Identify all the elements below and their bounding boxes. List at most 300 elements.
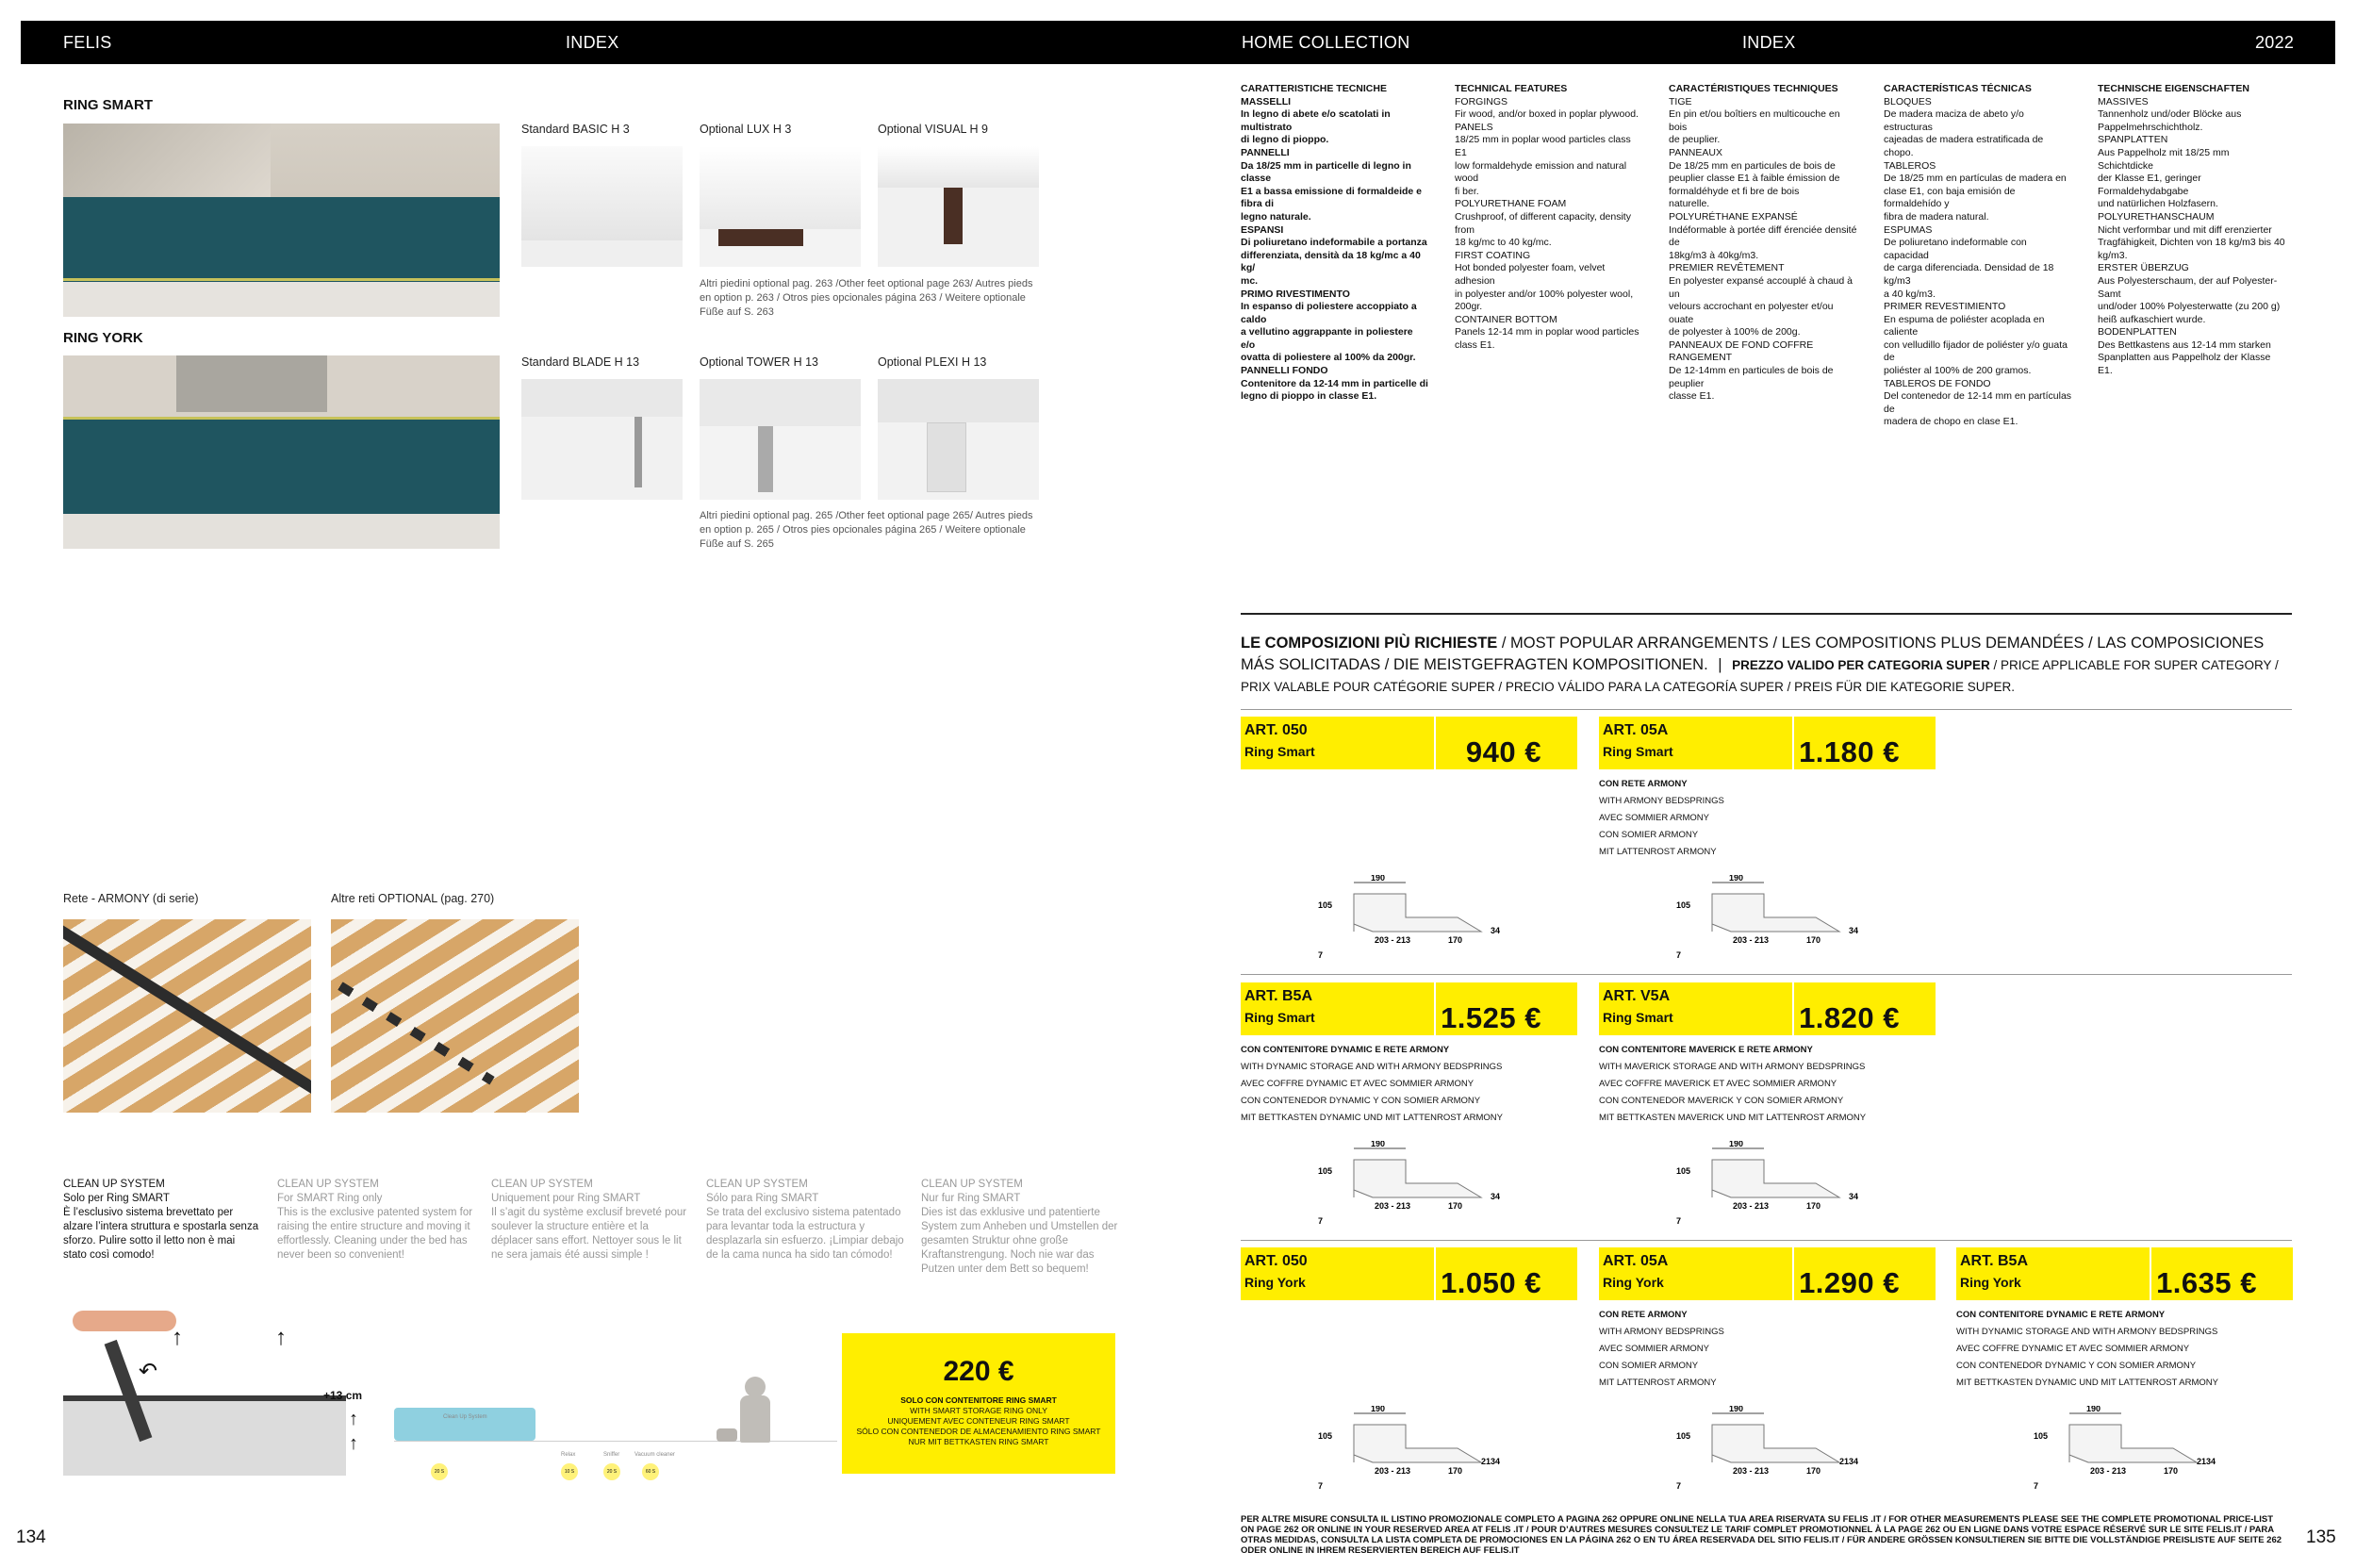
bed-outline	[1712, 1160, 1839, 1197]
lift-height-label: +13 cm	[323, 1389, 363, 1402]
tech-line: fibra de madera natural.	[1884, 210, 1989, 223]
dim-footboard: 34	[1849, 926, 1859, 935]
model-name: Ring Smart	[1603, 744, 1673, 759]
tech-line: CONTAINER BOTTOM	[1455, 313, 1557, 325]
tech-line: Des Bettkastens aus 12-14 mm starken	[2098, 338, 2271, 351]
dim-width: 190	[1371, 875, 1386, 883]
description-line: CON CONTENITORE DYNAMIC E RETE ARMONY	[1956, 1310, 2166, 1320]
arrow-up-icon: ↑	[275, 1325, 287, 1350]
heading-sep: |	[1718, 656, 1722, 673]
bed-illustration	[394, 1408, 535, 1441]
feet-blade-photo	[521, 379, 683, 500]
tech-line: PANNEAUX DE FOND COFFRE RANGEMENT	[1669, 338, 1814, 364]
dim-clearance: 21	[1481, 1457, 1491, 1466]
tech-line: Nicht verformbar und mit diff erenzierter	[2098, 223, 2272, 236]
composition-cell	[1956, 1247, 2296, 1502]
dim-base: 7	[1676, 1216, 1682, 1226]
clean-up-title: CLEAN UP SYSTEM	[63, 1179, 165, 1190]
tech-line: In legno di abete e/o scatolati in multistrato	[1241, 108, 1391, 133]
dim-width: 190	[2086, 1406, 2101, 1413]
dim-footboard: 34	[1849, 1457, 1859, 1466]
price-value: 1.290 €	[1799, 1266, 1900, 1299]
description-line: CON RETE ARMONY	[1599, 1310, 1688, 1320]
composition-description	[1599, 1042, 1866, 1127]
bedspring-optional-label: Altre reti OPTIONAL (pag. 270)	[331, 892, 495, 905]
description-line: CON CONTENEDOR MAVERICK Y CON SOMIER ARMONY	[1599, 1096, 1844, 1106]
dim-depth: 170	[1448, 1201, 1463, 1211]
feet-tower-label: Optional TOWER H 13	[700, 355, 818, 369]
tech-line: Del contenedor de 12-14 mm en partículas de	[1884, 390, 2072, 415]
composition-cell	[1241, 717, 1580, 971]
tech-line: naturelle.	[1669, 198, 1710, 210]
price-note-rest: / PRICE APPLICABLE FOR SUPER CATEGORY / PRIX VALABLE POUR CATÉGORIE SUPER / PRECIO VÁLIDO PARA LA CATEGORÍA SUPER / PREIS FÜR DIE KATEGORIE SUPER.	[1241, 658, 2279, 694]
tech-line: In espanso di poliestere accoppiato a caldo	[1241, 301, 1417, 325]
dim-height: 105	[1676, 1166, 1691, 1176]
top-bar	[21, 21, 2335, 64]
clean-up-subtitle: Nur fur Ring SMART	[921, 1193, 1021, 1204]
tech-line: con velludillo fijador de poliéster y/o guata de	[1884, 338, 2068, 364]
tech-line: 200gr.	[1455, 301, 1483, 313]
description-line: AVEC COFFRE DYNAMIC ET AVEC SOMMIER ARMONY	[1956, 1344, 2190, 1354]
dim-base: 7	[1318, 1216, 1324, 1226]
tech-line: und/oder 100% Polyesterwatte (zu 200 g)	[2098, 301, 2281, 313]
footer-note: PER ALTRE MISURE CONSULTA IL LISTINO PROMOZIONALE COMPLETO A PAGINA 262 OPPURE ONLINE NELLA TUA AREA RISERVATA SU FELIS .IT / FOR OTHER MEASUREMENTS PLEASE SEE THE COMPLETE PROMOTIONAL PRICE-LIST ON PAGE 262 OR ONLINE IN YOUR RESERVED AREA AT FELIS .IT / POUR D’AUTRES MESURES CONSULTEZ LE TARIF COMPLET PROMOTIONNEL À LA PAGE 262 OU EN LIGNE DANS VOTRE ESPACE RÉSERVÉ SUR LE SITE FELIS.IT / PARA OTRAS MEDIDAS, CONSULTA LA LISTA COMPLETA DE PROMOCIONES EN LA PÁGINA 262 O EN TU ÁREA RESERVADA DEL SITIO FELIS.IT / FÜR ANDERE GRÖSSEN KONSULTIEREN SIE BITTE DIE VOLLSTÄNDIGE PREISLISTE AUF SEITE 262 ODER ONLINE IN IHREM RESERVIERTEN BEREICH AUF FELIS.IT	[1241, 1514, 2282, 1556]
tech-line: legno naturale.	[1241, 210, 1311, 223]
tech-line: Contenitore da 12-14 mm in particelle di	[1241, 377, 1428, 389]
tech-line: 18/25 mm in poplar wood particles class E1	[1455, 134, 1631, 158]
step-badge: 10 S	[561, 1463, 578, 1480]
pillow-shape	[63, 124, 271, 197]
tech-line: Tragfähigkeit, Dichten von 18 kg/m3 bis 40	[2098, 237, 2285, 249]
art-code: ART. 050	[1244, 722, 1308, 738]
tech-line: ESPANSI	[1241, 223, 1284, 236]
tech-line: Fir wood, and/or boxed in poplar plywood.	[1455, 108, 1639, 121]
clean-up-text: Il s’agit du système exclusif breveté pour soulever la structure entière et la déplacer sans effort. Nettoyer sous le lit ne sera jamais été aussi simple !	[491, 1207, 687, 1261]
tech-line: poliéster al 100% de 200 gramos.	[1884, 365, 2032, 377]
bed-dimension-drawing	[1674, 875, 1901, 965]
tech-line: PANNELLI	[1241, 146, 1290, 158]
grid-rule	[1241, 1240, 2292, 1241]
tech-line: Spanplatten aus Pappelholz der Klasse E1.	[2098, 352, 2271, 377]
tech-heading: TECHNICAL FEATURES	[1455, 83, 1568, 94]
tech-line: der Klasse E1, geringer Formaldehydabgabe	[2098, 173, 2201, 197]
grid-rule	[1241, 974, 2292, 975]
clean-up-subtitle: Solo per Ring SMART	[63, 1193, 170, 1204]
tech-line: 18 kg/mc to 40 kg/mc.	[1455, 237, 1552, 249]
right-index-label: INDEX	[1742, 33, 1796, 52]
tech-line: classe E1.	[1669, 390, 1715, 403]
dim-height: 105	[2034, 1431, 2049, 1441]
dim-length: 203 - 213	[1733, 1466, 1770, 1476]
description-line: CON CONTENITORE MAVERICK E RETE ARMONY	[1599, 1045, 1813, 1055]
description-line: MIT BETTKASTEN DYNAMIC UND MIT LATTENROST ARMONY	[1241, 1113, 1503, 1123]
tech-line: De 12-14mm en particules de bois de peuplier	[1669, 365, 1834, 389]
price-divider	[1434, 982, 1436, 1035]
step-label: Vacuum cleaner	[634, 1452, 675, 1458]
bedspring-standard-photo	[63, 919, 311, 1113]
clean-up-subtitle: For SMART Ring only	[277, 1193, 383, 1204]
tech-line: PREMIER REVÊTEMENT	[1669, 262, 1785, 274]
dim-width: 190	[1729, 1406, 1744, 1413]
piping-line	[63, 278, 500, 281]
composition-description	[1599, 1307, 1724, 1392]
ring-york-feet-note: Altri piedini optional pag. 265 /Other feet optional page 265/ Autres pieds en option p. 265 / Otros pies opcionales página 265 / Weitere optionale Füße auf S. 265	[700, 510, 1033, 550]
tech-col-fr	[1669, 83, 1857, 404]
price-box	[1241, 1247, 1577, 1300]
model-name: Ring York	[1603, 1275, 1664, 1290]
tech-line: und natürlichen Holzfasern.	[2098, 198, 2218, 210]
bed-dimension-drawing	[1316, 1141, 1542, 1230]
dim-height: 105	[1676, 900, 1691, 910]
tech-heading: CARACTÉRISTIQUES TECHNIQUES	[1669, 83, 1838, 94]
tech-line: En polyester expansé accouplé à chaud à un	[1669, 274, 1853, 300]
floor-shape	[63, 282, 500, 317]
description-line: CON SOMIER ARMONY	[1599, 830, 1699, 840]
art-code: ART. 05A	[1603, 1253, 1669, 1269]
tech-line: TABLEROS DE FONDO	[1884, 377, 1991, 389]
dim-depth: 170	[1448, 1466, 1463, 1476]
step-label: Clean Up System	[443, 1414, 487, 1420]
dim-length: 203 - 213	[1375, 1466, 1411, 1476]
tech-line: mc.	[1241, 274, 1259, 287]
model-name: Ring Smart	[1244, 1010, 1315, 1025]
description-line: AVEC COFFRE MAVERICK ET AVEC SOMMIER ARMONY	[1599, 1079, 1837, 1089]
bed-dimension-drawing	[1674, 1406, 1901, 1495]
dim-depth: 170	[2164, 1466, 2179, 1476]
tech-line: PRIMO RIVESTIMENTO	[1241, 288, 1350, 300]
dim-length: 203 - 213	[1733, 1201, 1770, 1211]
tech-line: En espuma de poliéster acoplada en caliente	[1884, 313, 2045, 338]
tech-line: De 18/25 mm en partículas de madera en	[1884, 173, 2067, 185]
price-value: 1.525 €	[1441, 1001, 1541, 1034]
tech-line: a vellutino aggrappante in poliestere e/o	[1241, 326, 1413, 351]
tech-line: heiß aufkaschiert wurde.	[2098, 313, 2206, 325]
step-label: Relax	[561, 1452, 576, 1458]
tech-line: FORGINGS	[1455, 95, 1508, 107]
page-number-right: 135	[2306, 1527, 2336, 1547]
arrow-up-icon: ↑	[172, 1325, 183, 1350]
dim-footboard: 34	[1849, 1192, 1859, 1201]
bed-outline	[1354, 894, 1481, 932]
feet-basic-photo	[521, 146, 683, 267]
tech-line: Panels 12-14 mm in poplar wood particles	[1455, 326, 1639, 338]
description-line: CON SOMIER ARMONY	[1599, 1361, 1699, 1371]
tech-line: 18kg/m3 à 40kg/m3.	[1669, 249, 1759, 261]
brand-label: FELIS	[63, 33, 112, 52]
tech-heading: CARATTERISTICHE TECNICHE	[1241, 83, 1387, 94]
price-divider	[1792, 982, 1794, 1035]
description-line: WITH MAVERICK STORAGE AND WITH ARMONY BEDSPRINGS	[1599, 1062, 1866, 1072]
dim-width: 190	[1729, 1141, 1744, 1148]
price-divider	[1434, 1247, 1436, 1300]
clean-up-subtitle: Uniquement pour Ring SMART	[491, 1193, 641, 1204]
dim-length: 203 - 213	[1375, 1201, 1411, 1211]
person-illustration	[745, 1377, 766, 1397]
rotate-arrow-icon: ↶	[139, 1359, 158, 1384]
clean-up-de	[921, 1178, 1119, 1277]
heading-bold: LE COMPOSIZIONI PIÙ RICHIESTE	[1241, 635, 1498, 652]
tech-line: FIRST COATING	[1455, 249, 1531, 261]
tech-line: MASSIVES	[2098, 95, 2149, 107]
tech-line: De 18/25 mm en particules de bois de	[1669, 159, 1836, 172]
description-line: MIT BETTKASTEN MAVERICK UND MIT LATTENROST ARMONY	[1599, 1113, 1867, 1123]
clean-up-fr	[491, 1178, 689, 1263]
price-box	[1599, 1247, 1936, 1300]
dim-clearance: 21	[1839, 1457, 1850, 1466]
art-code: ART. 05A	[1603, 722, 1669, 738]
bed-outline	[1712, 894, 1839, 932]
grid-rule	[1241, 709, 2292, 710]
tech-line: ERSTER ÜBERZUG	[2098, 262, 2189, 274]
price-note-bold: PREZZO VALIDO PER CATEGORIA SUPER	[1732, 658, 1990, 672]
promo-line: UNIQUEMENT AVEC CONTENEUR RING SMART	[887, 1416, 1070, 1426]
tech-line: POLYURETHANSCHAUM	[2098, 210, 2215, 223]
tech-line: Di poliuretano indeformabile a portanza	[1241, 237, 1427, 249]
feet-blade-label: Standard BLADE H 13	[521, 355, 640, 369]
clean-up-subtitle: Sólo para Ring SMART	[706, 1193, 819, 1204]
ring-smart-photo	[63, 124, 500, 317]
tech-line: legno di pioppo in classe E1.	[1241, 390, 1377, 403]
tech-heading: CARACTERÍSTICAS TÉCNICAS	[1884, 83, 2032, 94]
price-value: 940 €	[1465, 735, 1541, 768]
tech-line: Aus Pappelholz mit 18/25 mm Schichtdicke	[2098, 146, 2230, 172]
tech-col-en	[1455, 83, 1643, 352]
tech-line: POLYURETHANE FOAM	[1455, 198, 1567, 210]
tech-line: TABLEROS	[1884, 159, 1936, 172]
dim-depth: 170	[1806, 1466, 1821, 1476]
tech-col-de	[2098, 83, 2286, 378]
description-line: AVEC SOMMIER ARMONY	[1599, 1344, 1710, 1354]
art-code: ART. B5A	[1960, 1253, 2029, 1269]
tech-line: BODENPLATTEN	[2098, 326, 2177, 338]
ring-york-photo	[63, 355, 500, 549]
art-code: ART. V5A	[1603, 988, 1671, 1004]
ring-smart-feet-note: Altri piedini optional pag. 263 /Other feet optional page 263/ Autres pieds en option p. 263 / Otros pies opcionales página 263 / Weitere optionale Füße auf S. 263	[700, 278, 1033, 318]
tech-line: Crushproof, of different capacity, density from	[1455, 210, 1631, 236]
bedspring-optional-photo	[331, 919, 579, 1113]
tech-line: velours accrochant en polyester et/ou ouate	[1669, 301, 1834, 325]
composition-cell	[1241, 982, 1580, 1237]
model-name: Ring York	[1960, 1275, 2021, 1290]
model-name: Ring Smart	[1244, 744, 1315, 759]
description-line: AVEC SOMMIER ARMONY	[1599, 813, 1710, 823]
year-label: 2022	[2255, 33, 2295, 52]
tech-line: Da 18/25 mm in particelle di legno in classe	[1241, 159, 1411, 185]
bed-dimension-drawing	[1316, 1406, 1542, 1495]
description-line: CON CONTENEDOR DYNAMIC Y CON SOMIER ARMONY	[1956, 1361, 2197, 1371]
composition-cell	[1599, 717, 1938, 971]
dim-depth: 170	[1448, 935, 1463, 945]
tech-line: POLYURÉTHANE EXPANSÉ	[1669, 210, 1798, 223]
dim-depth: 170	[1806, 1201, 1821, 1211]
tech-line: Aus Polyesterschaum, der auf Polyester-Samt	[2098, 274, 2278, 300]
price-divider	[1434, 717, 1436, 769]
clean-up-title: CLEAN UP SYSTEM	[706, 1179, 808, 1190]
model-name: Ring York	[1244, 1275, 1306, 1290]
heading-rest: / MOST POPULAR ARRANGEMENTS / LES COMPOSITIONS PLUS DEMANDÉES / LAS COMPOSICIONES MÁS SOLICITADAS / DIE MEISTGEFRAGTEN KOMPOSITIONEN.	[1241, 635, 2265, 673]
clean-up-illustration	[391, 1377, 825, 1480]
feet-plexi-photo	[878, 379, 1039, 500]
composition-cell	[1241, 1247, 1580, 1502]
price-divider	[1792, 717, 1794, 769]
bed-outline	[1354, 1160, 1481, 1197]
clean-up-text: Se trata del exclusivo sistema patentado para levantar toda la estructura y desplazarla sin esfuerzo. ¡Limpiar debajo de la cama nunca ha sido tan cómodo!	[706, 1207, 904, 1261]
tech-line: de peuplier.	[1669, 134, 1721, 146]
art-code: ART. B5A	[1244, 988, 1313, 1004]
bed-outline	[1712, 1425, 1839, 1462]
dim-base: 7	[1318, 1481, 1324, 1491]
description-line: WITH DYNAMIC STORAGE AND WITH ARMONY BEDSPRINGS	[1956, 1327, 2218, 1337]
dim-height: 105	[1676, 1431, 1691, 1441]
tech-col-es	[1884, 83, 2072, 429]
tech-line: E1 a bassa emissione di formaldeide e fibra di	[1241, 185, 1422, 210]
promo-price: 220 €	[943, 1356, 1014, 1387]
price-value: 1.050 €	[1441, 1266, 1541, 1299]
dim-width: 190	[1371, 1406, 1386, 1413]
tech-line: Indéformable à portée diff érenciée densité de	[1669, 223, 1857, 249]
clean-up-title: CLEAN UP SYSTEM	[921, 1179, 1023, 1190]
compositions-heading	[1241, 633, 2292, 698]
clean-up-title: CLEAN UP SYSTEM	[491, 1179, 593, 1190]
dim-width: 190	[1729, 875, 1744, 883]
tech-line: in polyester and/or 100% polyester wool,	[1455, 288, 1634, 300]
feet-plexi-label: Optional PLEXI H 13	[878, 355, 987, 369]
dim-footboard: 34	[1491, 1192, 1501, 1201]
promo-line: WITH SMART STORAGE RING ONLY	[910, 1406, 1047, 1415]
dim-height: 105	[1318, 900, 1333, 910]
composition-description	[1599, 776, 1724, 861]
bed-dimension-drawing	[2032, 1406, 2258, 1495]
composition-cell	[1599, 1247, 1938, 1502]
description-line: MIT LATTENROST ARMONY	[1599, 1378, 1717, 1388]
dim-width: 190	[1371, 1141, 1386, 1148]
step-badge: 20 S	[603, 1463, 620, 1480]
price-box	[1241, 982, 1577, 1035]
tech-line: differenziata, densità da 18 kg/mc a 40 kg/	[1241, 249, 1421, 274]
clean-up-it	[63, 1178, 261, 1263]
art-code: ART. 050	[1244, 1253, 1308, 1269]
price-box	[1599, 717, 1936, 769]
tech-line: fi ber.	[1455, 185, 1479, 197]
description-line: WITH ARMONY BEDSPRINGS	[1599, 1327, 1724, 1337]
tech-line: clase E1, con baja emisión de formaldehído y	[1884, 185, 2016, 210]
feet-visual-photo	[878, 146, 1039, 267]
price-box	[1241, 717, 1577, 769]
bedspring-standard-label: Rete - ARMONY (di serie)	[63, 892, 199, 905]
clean-up-es	[706, 1178, 904, 1263]
composition-description	[1956, 1307, 2218, 1392]
price-value: 1.820 €	[1799, 1001, 1900, 1034]
dim-base: 7	[2034, 1481, 2039, 1491]
dim-base: 7	[1318, 950, 1324, 960]
step-badge: 20 S	[431, 1463, 448, 1480]
composition-description	[1241, 1042, 1503, 1127]
feet-visual-label: Optional VISUAL H 9	[878, 123, 988, 136]
dim-height: 105	[1318, 1166, 1333, 1176]
tech-line: TIGE	[1669, 95, 1692, 107]
feet-basic-label: Standard BASIC H 3	[521, 123, 630, 136]
promo-line: NUR MIT BETTKASTEN RING SMART	[908, 1437, 1049, 1446]
dim-height: 105	[1318, 1431, 1333, 1441]
tech-line: Hot bonded polyester foam, velvet adhesion	[1455, 262, 1606, 287]
clean-up-text: È l’esclusivo sistema brevettato per alzare l’intera struttura e spostarla senza sforzo. Pulire sotto il letto non è mai stato così comodo!	[63, 1207, 259, 1261]
dim-length: 203 - 213	[2090, 1466, 2127, 1476]
tech-line: De madera maciza de abeto y/o estructuras	[1884, 108, 2024, 133]
price-box	[1956, 1247, 2293, 1300]
clean-up-title: CLEAN UP SYSTEM	[277, 1179, 379, 1190]
tech-line: ovatta di poliestere al 100% da 200gr.	[1241, 352, 1416, 364]
dim-base: 7	[1676, 950, 1682, 960]
dim-footboard: 34	[1491, 1457, 1501, 1466]
description-line: CON CONTENEDOR DYNAMIC Y CON SOMIER ARMONY	[1241, 1096, 1481, 1106]
feet-lux-photo	[700, 146, 861, 267]
description-line: AVEC COFFRE DYNAMIC ET AVEC SOMMIER ARMONY	[1241, 1079, 1475, 1089]
tech-line: di legno di pioppo.	[1241, 134, 1329, 146]
tech-col-it	[1241, 83, 1429, 404]
page-number-left: 134	[16, 1527, 46, 1547]
description-line: WITH DYNAMIC STORAGE AND WITH ARMONY BEDSPRINGS	[1241, 1062, 1503, 1072]
dim-length: 203 - 213	[1733, 935, 1770, 945]
clean-up-text: This is the exclusive patented system for raising the entire structure and moving it effortlessly. Cleaning under the bed has never been so convenient!	[277, 1207, 473, 1261]
bed-dimension-drawing	[1674, 1141, 1901, 1230]
promo-line: SÓLO CON CONTENEDOR DE ALMACENAMIENTO RING SMART	[856, 1427, 1101, 1436]
tech-line: peuplier classe E1 à faible émission de	[1669, 173, 1840, 185]
bed-dimension-drawing	[1316, 875, 1542, 965]
ring-smart-title: RING SMART	[63, 97, 153, 113]
step-label: Sniffer	[603, 1452, 620, 1458]
bed-outline	[1354, 1425, 1481, 1462]
price-box	[1599, 982, 1936, 1035]
clean-up-en	[277, 1178, 475, 1263]
tech-line: SPANPLATTEN	[2098, 134, 2168, 146]
description-line: CON RETE ARMONY	[1599, 779, 1688, 789]
dim-footboard: 34	[2206, 1457, 2216, 1466]
description-line: MIT BETTKASTEN DYNAMIC UND MIT LATTENROST ARMONY	[1956, 1378, 2218, 1388]
tech-line: PRIMER REVESTIMIENTO	[1884, 301, 2006, 313]
tech-line: formaldéhyde et fi bre de bois	[1669, 185, 1800, 197]
clean-up-text: Dies ist das exklusive und patentierte System zum Anheben und Umstellen der gesamten Struktur ohne große Kraftanstrengung. Noch nie war das Putzen unter dem Bett so bequem!	[921, 1207, 1118, 1275]
feet-tower-photo	[700, 379, 861, 500]
description-line: MIT LATTENROST ARMONY	[1599, 847, 1717, 857]
tech-heading: TECHNISCHE EIGENSCHAFTEN	[2098, 83, 2250, 94]
heading-rule	[1241, 613, 2292, 615]
tech-line: Tannenholz und/oder Blöcke aus	[2098, 108, 2242, 121]
description-line: CON CONTENITORE DYNAMIC E RETE ARMONY	[1241, 1045, 1450, 1055]
tech-line: Pappelmehrschichtholz.	[2098, 121, 2203, 133]
tech-line: de carga diferenciada. Densidad de 18 kg/m3	[1884, 262, 2054, 287]
promo-box	[842, 1333, 1115, 1474]
ring-york-title: RING YORK	[63, 330, 143, 346]
tech-line: de polyester à 100% de 200g.	[1669, 326, 1801, 338]
dim-length: 203 - 213	[1375, 935, 1411, 945]
price-divider	[1792, 1247, 1794, 1300]
price-value: 1.635 €	[2156, 1266, 2257, 1299]
tech-line: En pin et/ou boîtiers en multicouche en bois	[1669, 108, 1840, 133]
lift-photo	[63, 1306, 355, 1476]
tech-line: PANELS	[1455, 121, 1493, 133]
tech-line: cajeadas de madera estratificada de chopo.	[1884, 134, 2044, 158]
tech-line: De poliuretano indeformable con capacidad	[1884, 237, 2027, 261]
price-divider	[2150, 1247, 2151, 1300]
composition-cell	[1599, 982, 1938, 1237]
left-index-label: INDEX	[566, 33, 619, 52]
dim-clearance: 21	[2197, 1457, 2207, 1466]
bed-outline	[2069, 1425, 2197, 1462]
dim-footboard: 34	[1491, 926, 1501, 935]
tech-line: PANNEAUX	[1669, 146, 1722, 158]
dim-depth: 170	[1806, 935, 1821, 945]
tech-line: class E1.	[1455, 338, 1495, 351]
